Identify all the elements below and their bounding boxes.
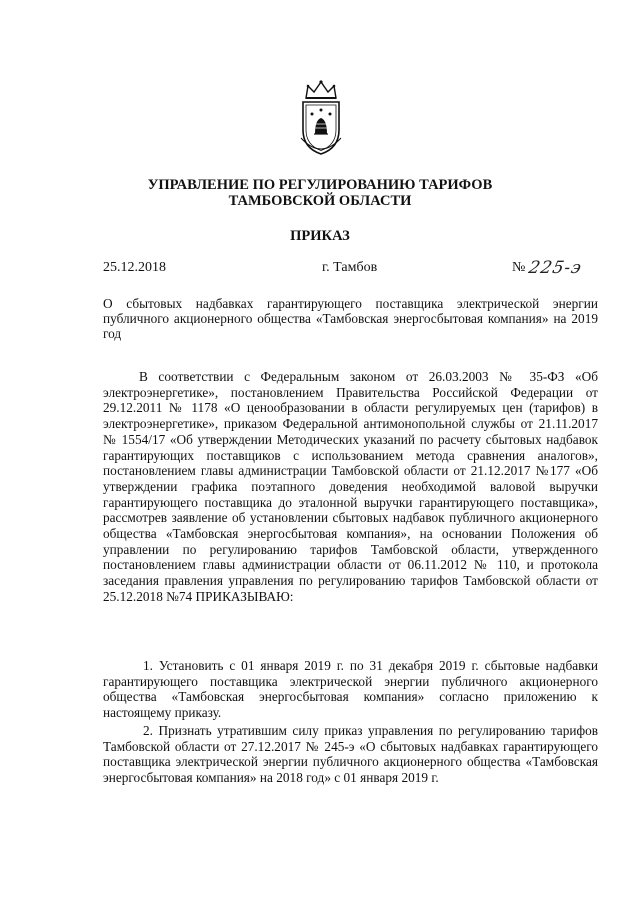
doc-subject: О сбытовых надбавках гарантирующего поставщика электрической энергии публичного акционерного общества «Тамбовская энергосбытовая компания» на 2019 год — [103, 296, 598, 341]
number-sign: № — [512, 260, 526, 275]
doc-type-title: ПРИКАЗ — [290, 228, 350, 244]
handwritten-number: 225-э — [527, 258, 585, 278]
org-name-line-1: УПРАВЛЕНИЕ ПО РЕГУЛИРОВАНИЮ ТАРИФОВ — [147, 177, 493, 193]
doc-number — [512, 258, 585, 278]
org-name-line-2: ТАМБОВСКОЙ ОБЛАСТИ — [228, 193, 412, 209]
order-item-1: 1. Установить с 01 января 2019 г. по 31 декабря 2019 г. сбытовые надбавки гарантирующего поставщика электрической энергии публичного акционерного общества «Тамбовская энергосбытовая компания» согласно приложению к настоящему приказу. — [103, 658, 598, 721]
order-item-2: 2. Признать утратившим силу приказ управления по регулированию тарифов Тамбовской области от 27.12.2017 № 245-э «О сбытовых надбавках гарантирующего поставщика электрической энергии публичного акционерного общества «Тамбовская энергосбытовая компания» на 2018 год» с 01 января 2019 г. — [103, 723, 598, 786]
preamble-paragraph: В соответствии с Федеральным законом от 26.03.2003 № 35-ФЗ «Об электроэнергетике», постановлением Правительства Российской Федерации от 29.12.2011 № 1178 «О ценообразовании в области регулируемых цен (тарифов) в электроэнергетике», приказом Федеральной антимонопольной службы от 21.11.2017 № 1554/17 «Об утверждении Методических указаний по расчету сбытовых надбавок гарантирующих поставщиков с использованием метода сравнения аналогов», постановлением главы администрации Тамбовской области от 21.12.2017 №177 «Об утверждении графика поэтапного доведения необходимой валовой выручки гарантирующего поставщика до эталонной выручки гарантирующего поставщика», рассмотрев заявление об установлении сбытовых надбавок публичного акционерного общества «Тамбовская энергосбытовая компания», на основании Положения об управлении по регулированию тарифов Тамбовской области, утвержденного постановлением главы администрации области от 06.11.2012 № 110, и протокола заседания правления управления по регулированию тарифов Тамбовской области от 25.12.2018 №74 ПРИКАЗЫВАЮ: — [103, 369, 598, 604]
doc-city: г. Тамбов — [322, 260, 378, 275]
tambov-coat-of-arms-icon — [296, 78, 346, 158]
doc-date: 25.12.2018 — [103, 260, 166, 275]
